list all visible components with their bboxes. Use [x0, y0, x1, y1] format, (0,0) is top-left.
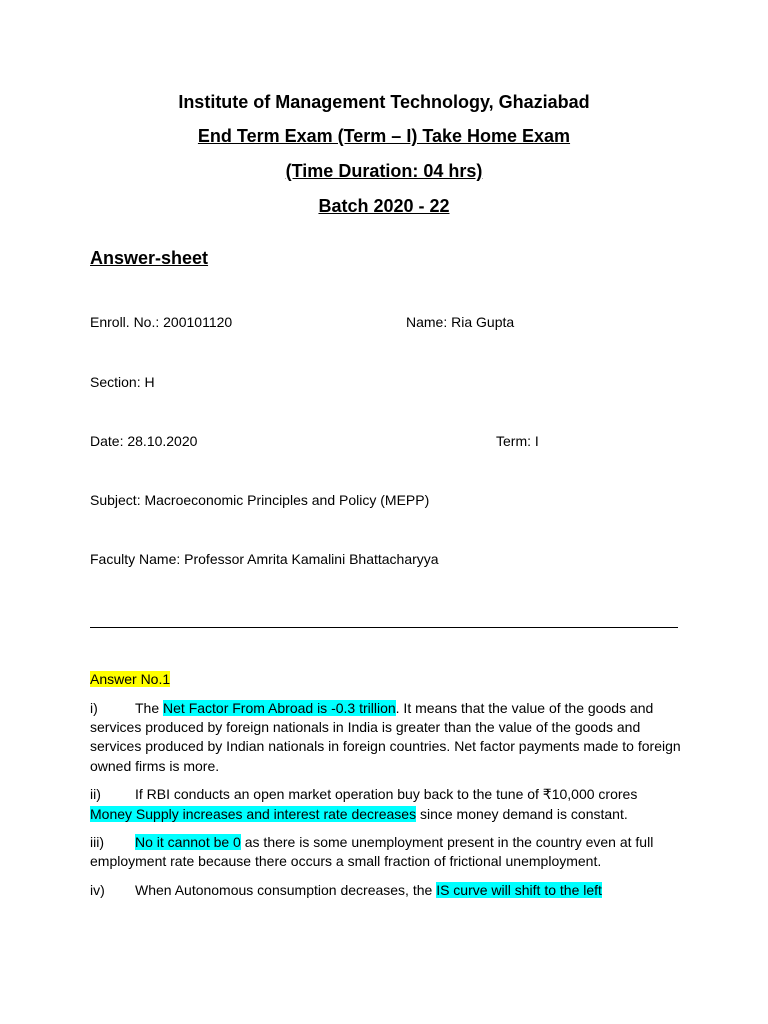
answer-item [90, 881, 682, 900]
answer-text-pre: If RBI conducts an open market operation buy back to the tune of ₹10,000 crores [135, 786, 638, 803]
answer-highlight: Money Supply increases and interest rate decreases [90, 805, 417, 822]
answer-text-post: since money demand is constant. [416, 805, 628, 822]
name-field: Name: Ria Gupta [406, 314, 515, 330]
divider-line [90, 627, 678, 628]
answer-highlight: Net Factor From Abroad is -0.3 trillion [163, 700, 396, 716]
answer-text-post: . It means that the value of the goods and services produced by foreign nationals in India is greater than the value of the goods and services produced by Indian nationals in foreign countries. Net factor payments made to foreign owned firms is more. [90, 700, 681, 774]
batch-title: Batch 2020 - 22 [318, 196, 450, 216]
exam-title: End Term Exam (Term – I) Take Home Exam [197, 126, 571, 146]
answer-text-post: as there is some unemployment present in the country even at full employment rate because there occurs a small fraction of frictional unemployment. [90, 834, 654, 870]
answers-list [90, 699, 682, 910]
answer-text-pre: When Autonomous consumption decreases, the [135, 882, 437, 899]
answer-item [90, 785, 682, 823]
section-field: Section: H [90, 374, 155, 390]
subject-field: Subject: Macroeconomic Principles and Policy (MEPP) [90, 492, 430, 508]
answer-highlight: IS curve will shift to the left [436, 882, 602, 899]
answer-heading-text: Answer No.1 [90, 671, 171, 687]
faculty-field: Faculty Name: Professor Amrita Kamalini Bhattacharyya [90, 551, 439, 567]
date-field: Date: 28.10.2020 [90, 433, 198, 449]
answer-number: iv) [90, 882, 105, 899]
answer-text-pre: The [135, 700, 164, 716]
enroll-field: Enroll. No.: 200101120 [90, 314, 233, 330]
answer-item [90, 699, 682, 776]
answer-number: iii) [90, 834, 104, 851]
answer-highlight: No it cannot be 0 [135, 834, 241, 851]
answer-item [90, 833, 682, 871]
answer-number: i) [90, 700, 98, 716]
duration-title: (Time Duration: 04 hrs) [285, 161, 483, 181]
section-title: Answer-sheet [90, 248, 209, 268]
answer-heading [90, 670, 170, 688]
term-field: Term: I [496, 433, 539, 449]
answer-number: ii) [90, 786, 101, 803]
institute-title: Institute of Management Technology, Ghaziabad [178, 92, 590, 112]
